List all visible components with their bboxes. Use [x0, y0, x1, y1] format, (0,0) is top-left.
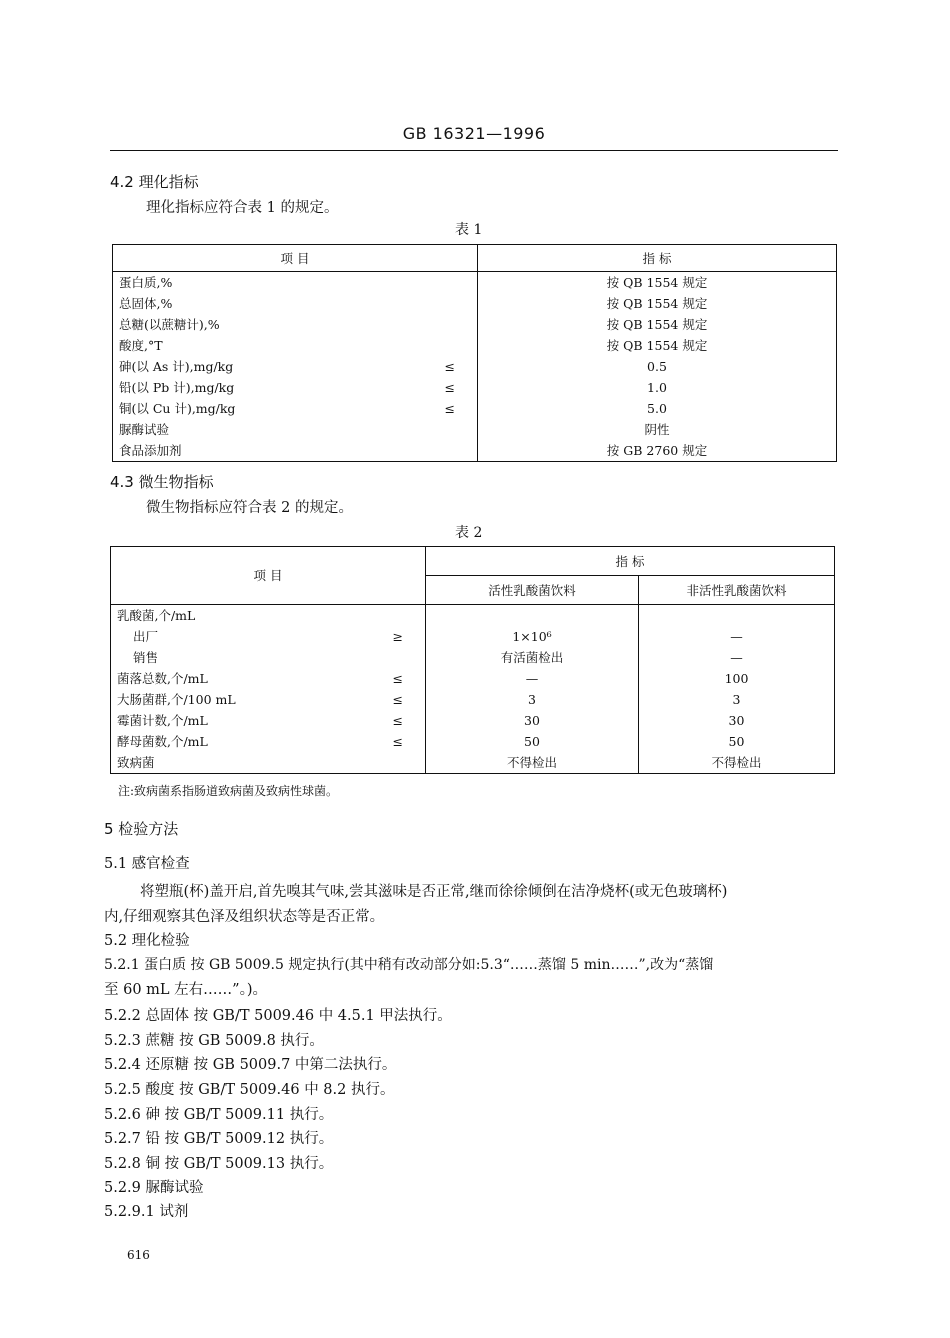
table2-header-group: 指 标	[426, 547, 835, 576]
table1-item: 蛋白质,%	[119, 275, 173, 290]
inequality-symbol: ≥	[392, 629, 403, 644]
table2-item: 销售	[133, 650, 159, 665]
section-5-2-8: 5.2.8 铜 按 GB/T 5009.13 执行。	[104, 1156, 334, 1172]
table1-header-value: 指 标	[478, 245, 837, 272]
page-header-title: GB 16321—1996	[402, 124, 546, 143]
table-row	[113, 272, 837, 294]
table1-value: 按 QB 1554 规定	[606, 275, 708, 290]
table-1	[112, 244, 837, 462]
table-row	[111, 689, 835, 710]
inequality-symbol: ≤	[444, 380, 455, 395]
table-row	[113, 356, 837, 377]
table2-header-item: 项 目	[111, 547, 426, 605]
section-5-2-1-line-1: 5.2.1 蛋白质 按 GB 5009.5 规定执行(其中稍有改动部分如:5.3“……蒸馏 5 min……”,改为“蒸馏	[104, 957, 714, 973]
table2-active-value: 有活菌检出	[426, 647, 639, 668]
table-row	[113, 293, 837, 314]
section-4-2-heading: 4.2 理化指标	[110, 173, 199, 191]
table2-inactive-value	[639, 605, 835, 627]
table1-value: 按 QB 1554 规定	[606, 296, 708, 311]
inequality-symbol: ≤	[392, 713, 403, 728]
table2-active-value	[426, 605, 639, 627]
table-row	[113, 314, 837, 335]
table2-inactive-value: —	[730, 650, 743, 665]
table2-active-value: —	[426, 668, 639, 689]
table2-active-value: 50	[426, 731, 639, 752]
table1-item: 酸度,°T	[119, 338, 163, 353]
table1-caption: 表 1	[455, 222, 483, 238]
table-2	[110, 546, 835, 774]
table2-caption: 表 2	[455, 525, 483, 541]
table1-item: 总糖(以蔗糖计),%	[119, 317, 220, 332]
table2-item: 乳酸菌,个/mL	[117, 608, 196, 623]
section-5-2-1-line-2: 至 60 mL 左右……”。)。	[104, 982, 267, 998]
table2-active-value: 3	[426, 689, 639, 710]
section-4-3-heading: 4.3 微生物指标	[110, 473, 214, 491]
page-number: 616	[127, 1248, 150, 1262]
section-5-heading: 5 检验方法	[104, 820, 179, 838]
inequality-symbol: ≤	[392, 671, 403, 686]
table1-item: 食品添加剂	[119, 443, 182, 458]
table1-value: 0.5	[647, 359, 667, 374]
section-5-2-3: 5.2.3 蔗糖 按 GB 5009.8 执行。	[104, 1033, 324, 1049]
table-row	[111, 605, 835, 627]
table-row	[111, 731, 835, 752]
table2-item: 大肠菌群,个/100 mL	[117, 692, 236, 707]
inequality-symbol: ≤	[392, 692, 403, 707]
table1-item: 砷(以 As 计),mg/kg	[119, 359, 234, 374]
table2-item: 菌落总数,个/mL	[117, 671, 208, 686]
table1-item: 脲酶试验	[119, 422, 170, 437]
table1-value: 1.0	[647, 380, 667, 395]
section-5-2-5: 5.2.5 酸度 按 GB/T 5009.46 中 8.2 执行。	[104, 1082, 395, 1098]
section-5-1-text-line-2: 内,仔细观察其色泽及组织状态等是否正常。	[104, 909, 385, 925]
table1-value: 阴性	[644, 422, 670, 437]
inequality-symbol: ≤	[392, 734, 403, 749]
table1-value: 按 QB 1554 规定	[606, 338, 708, 353]
table2-inactive-value: 30	[728, 713, 745, 728]
section-5-2-6: 5.2.6 砷 按 GB/T 5009.11 执行。	[104, 1107, 334, 1123]
table2-inactive-value: 3	[732, 692, 741, 707]
table1-value: 按 GB 2760 规定	[606, 443, 708, 458]
table1-item: 铜(以 Cu 计),mg/kg	[119, 401, 236, 416]
section-5-2-2: 5.2.2 总固体 按 GB/T 5009.46 中 4.5.1 甲法执行。	[104, 1008, 452, 1024]
inequality-symbol: ≤	[444, 401, 455, 416]
inequality-symbol: ≤	[444, 359, 455, 374]
table1-item: 铅(以 Pb 计),mg/kg	[119, 380, 235, 395]
table2-header-active: 活性乳酸菌饮料	[426, 576, 639, 605]
table-row	[113, 335, 837, 356]
table-row	[113, 440, 837, 462]
table-row	[113, 377, 837, 398]
section-5-1-heading: 5.1 感官检查	[104, 856, 190, 872]
table2-item: 酵母菌数,个/mL	[117, 734, 208, 749]
section-5-2-heading: 5.2 理化检验	[104, 933, 190, 949]
table2-item: 霉菌计数,个/mL	[117, 713, 208, 728]
table-row	[111, 647, 835, 668]
header-rule	[110, 150, 838, 151]
section-5-2-9-1: 5.2.9.1 试剂	[104, 1204, 189, 1220]
table2-inactive-value: 不得检出	[711, 755, 762, 770]
table2-active-value: 1×10⁶	[426, 626, 639, 647]
section-4-3-text: 微生物指标应符合表 2 的规定。	[146, 500, 353, 516]
table2-item: 出厂	[133, 629, 159, 644]
section-4-2-text: 理化指标应符合表 1 的规定。	[146, 200, 339, 216]
section-5-2-9: 5.2.9 脲酶试验	[104, 1180, 204, 1196]
table-row	[111, 710, 835, 731]
table1-value: 按 QB 1554 规定	[606, 317, 708, 332]
table-row	[113, 398, 837, 419]
table-row	[113, 419, 837, 440]
table2-header-inactive: 非活性乳酸菌饮料	[639, 576, 835, 605]
table1-header-item: 项 目	[113, 245, 478, 272]
table-row	[111, 668, 835, 689]
table1-value: 5.0	[647, 401, 667, 416]
table2-active-value: 不得检出	[426, 752, 639, 774]
table2-item: 致病菌	[117, 755, 155, 770]
table2-inactive-value: —	[730, 629, 743, 644]
table2-inactive-value: 50	[728, 734, 745, 749]
table1-item: 总固体,%	[119, 296, 173, 311]
table2-inactive-value: 100	[724, 671, 749, 686]
table-row	[111, 752, 835, 774]
section-5-2-4: 5.2.4 还原糖 按 GB 5009.7 中第二法执行。	[104, 1057, 397, 1073]
table2-note: 注:致病菌系指肠道致病菌及致病性球菌。	[118, 784, 339, 798]
section-5-1-text-line-1: 将塑瓶(杯)盖开启,首先嗅其气味,尝其滋味是否正常,继而徐徐倾倒在洁净烧杯(或无色玻璃杯)	[140, 884, 728, 900]
table2-active-value: 30	[426, 710, 639, 731]
section-5-2-7: 5.2.7 铅 按 GB/T 5009.12 执行。	[104, 1131, 334, 1147]
table-row	[111, 626, 835, 647]
